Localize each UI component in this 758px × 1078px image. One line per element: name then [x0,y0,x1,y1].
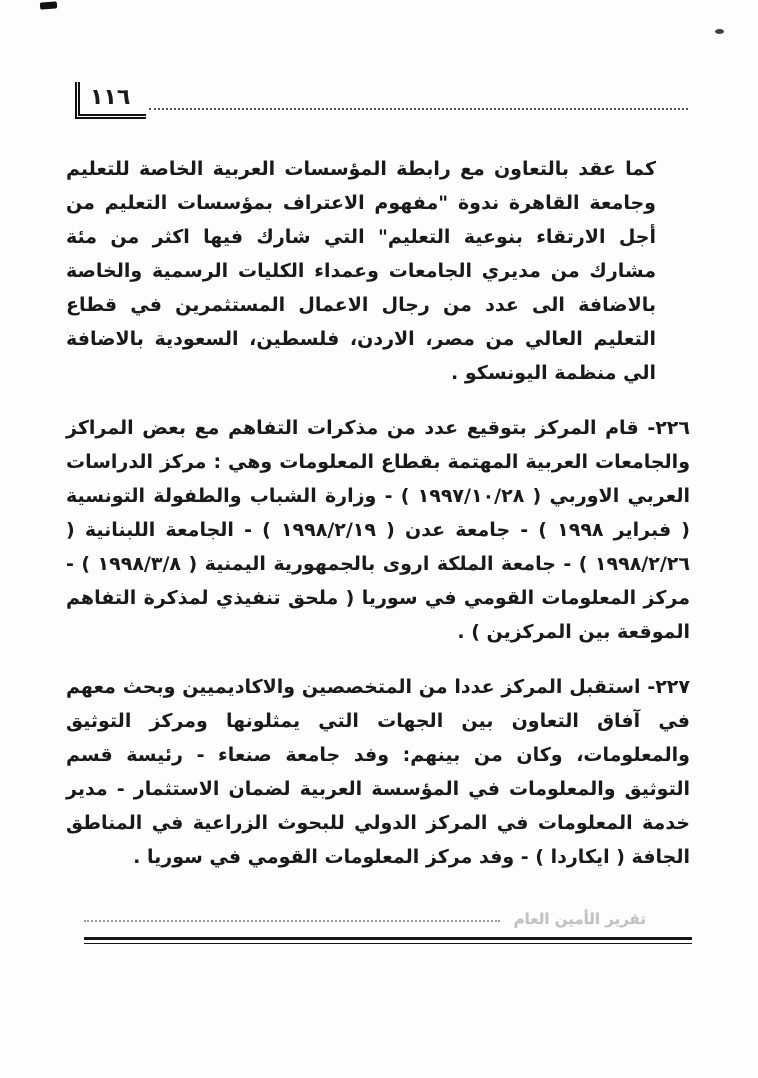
footer-row [84,910,692,928]
paragraph-number: ٢٢٧- [647,676,690,698]
document-body [66,152,690,895]
footer-rule-thin [84,943,692,944]
footer-text: تقرير الأمين العام [513,910,646,928]
paragraph [66,670,690,874]
paragraph-text: قام المركز بتوقيع عدد من مذكرات التفاهم مع بعض المراكز والجامعات العربية المهتمة بقطاع المعلومات وهي : مركز الدراسات العربي الاوربي ( ١٩٩٧/١٠/٢٨ ) - وزارة الشباب والطفولة التونسية ( فبراير ١٩٩٨ ) - جامعة عدن ( ١٩٩٨/٢/١٩ ) - الجامعة اللبنانية ( ١٩٩٨/٢/٢٦ ) - جامعة الملكة اروى بالجمهورية اليمنية ( ١٩٩٨/٣/٨ ) - مركز المعلومات القومي في سوريا ( ملحق تنفيذي لمذكرة التفاهم الموقعة بين المركزين ) . [66,417,690,643]
page-number-rule [149,108,688,110]
page-number: ١١٦ [75,82,146,119]
footer-dotted-rule [84,920,500,922]
scan-artifact [40,1,57,9]
paragraph-text: كما عقد بالتعاون مع رابطة المؤسسات العربية الخاصة للتعليم وجامعة القاهرة ندوة "مفهوم الاعتراف بمؤسسات التعليم من أجل الارتقاء بنوعية التعليم" التي شارك فيها اكثر من مئة مشارك من مديري الجامعات وعمداء الكليات الرسمية والخاصة بالاضافة الى عدد من رجال الاعمال المستثمرين في قطاع التعليم العالي من مصر، الاردن، فلسطين، السعودية بالاضافة الي منظمة اليونسكو . [66,158,656,384]
paragraph [66,411,690,649]
footer-rule-thick [84,937,692,940]
page-header [75,82,690,119]
scan-artifact [715,29,724,34]
paragraph-text: استقبل المركز عددا من المتخصصين والاكاديميين وبحث معهم في آفاق التعاون بين الجهات التي يمثلونها ومركز التوثيق والمعلومات، وكان من بينهم: وفد جامعة صنعاء - رئيسة قسم التوثيق والمعلومات في المؤسسة العربية لضمان الاستثمار - مدير خدمة المعلومات في المركز الدولي للبحوث الزراعية في المناطق الجافة ( ايكاردا ) - وفد مركز المعلومات القومي في سوريا . [66,676,690,868]
page-footer [84,910,692,944]
paragraph [66,152,656,390]
paragraph-number: ٢٢٦- [647,417,690,439]
